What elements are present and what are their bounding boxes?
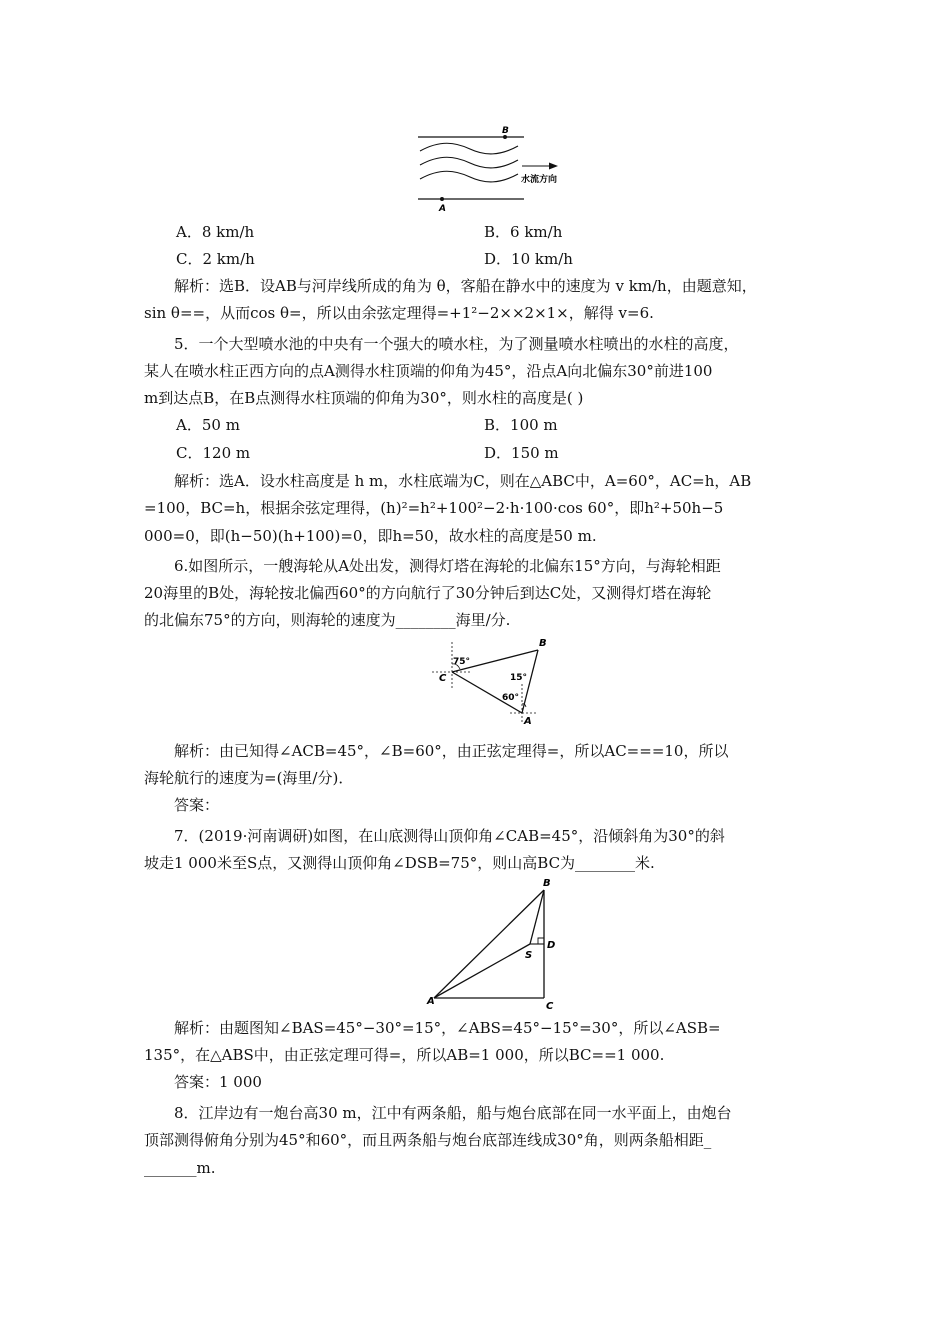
label-c: C: [546, 1001, 554, 1012]
question-stem: m到达点B，在B点测得水柱顶端的仰角为30°，则水柱的高度是( ): [144, 389, 584, 407]
label-b: B: [543, 878, 551, 889]
label-b: B: [502, 126, 509, 136]
angle-60: 60°: [502, 693, 520, 703]
flow-arrow-head: [549, 163, 558, 170]
solution-line: 解析：选A．设水柱高度是 h m，水柱底端为C，则在△ABC中，A=60°，AC=h，AB: [174, 472, 752, 490]
wave-line: [420, 143, 518, 154]
question-stem: 8．江岸边有一炮台高30 m，江中有两条船，船与炮台底部在同一水平面上，由炮台: [174, 1104, 732, 1122]
answer-line: 答案：1 000: [174, 1073, 262, 1091]
flow-label: 水流方向: [521, 175, 558, 185]
option-c: C．2 km/h: [176, 250, 255, 268]
label-b: B: [539, 638, 547, 649]
answer-line: 答案：: [174, 796, 220, 814]
label-a: A: [427, 996, 435, 1007]
right-angle-mark: [538, 938, 544, 944]
question-stem: 某人在喷水柱正西方向的点A测得水柱顶端的仰角为45°，沿点A向北偏东30°前进100: [144, 362, 713, 380]
wave-line: [420, 171, 518, 182]
solution-line: sin θ==，从而cos θ=，所以由余弦定理得=+1²−2××2×1×，解得 v=6.: [144, 304, 654, 322]
angle-15: 15°: [510, 673, 528, 683]
option-d: D．10 km/h: [484, 250, 573, 268]
question-stem: 7．(2019·河南调研)如图，在山底测得山顶仰角∠CAB=45°，沿倾斜角为30°的斜: [174, 827, 725, 845]
solution-line: 解析：由题图知∠BAS=45°−30°=15°，∠ABS=45°−15°=30°，所以∠ASB=: [174, 1019, 721, 1037]
river-figure: [410, 120, 560, 215]
segment-sb: [530, 890, 544, 944]
solution-line: 000=0，即(h−50)(h+100)=0，即h=50，故水柱的高度是50 m.: [144, 527, 597, 545]
option-a: A．50 m: [176, 416, 240, 434]
label-a: A: [524, 716, 532, 727]
label-c: C: [439, 673, 447, 684]
solution-line: 解析：由已知得∠ACB=45°，∠B=60°，由正弦定理得=，所以AC===10，所以: [174, 742, 729, 760]
option-b: B．100 m: [484, 416, 558, 434]
angle-75: 75°: [453, 657, 471, 667]
option-c: C．120 m: [176, 444, 251, 462]
question-stem: 6.如图所示，一艘海轮从A处出发，测得灯塔在海轮的北偏东15°方向，与海轮相距: [174, 557, 721, 575]
option-b: B．6 km/h: [484, 223, 563, 241]
mountain-figure: [424, 876, 564, 1012]
label-s: S: [525, 950, 533, 961]
question-stem: 的北偏东75°的方向，则海轮的速度为________海里/分.: [144, 611, 511, 629]
question-stem: 顶部测得俯角分别为45°和60°，而且两条船与炮台底部连线成30°角，则两条船相距_: [144, 1131, 712, 1149]
solution-line: 解析：选B．设AB与河岸线所成的角为 θ，客船在静水中的速度为 v km/h，由题意知，: [174, 277, 757, 295]
question-stem: 20海里的B处，海轮按北偏西60°的方向航行了30分钟后到达C处，又测得灯塔在海轮: [144, 584, 712, 602]
label-a: A: [439, 204, 446, 214]
solution-line: =100，BC=h，根据余弦定理得，(h)²=h²+100²−2·h·100·cos 60°，即h²+50h−5: [144, 499, 724, 517]
side-ab: [434, 890, 544, 998]
point-a: [440, 197, 444, 201]
question-stem: 5．一个大型喷水池的中央有一个强大的喷水柱，为了测量喷水柱喷出的水柱的高度，: [174, 335, 739, 353]
segment-as: [434, 944, 533, 998]
question-stem: 坡走1 000米至S点，又测得山顶仰角∠DSB=75°，则山高BC为________米.: [144, 854, 655, 872]
solution-line: 海轮航行的速度为=(海里/分)．: [144, 769, 354, 787]
wave-line: [420, 157, 518, 168]
question-stem: _______m.: [144, 1159, 216, 1177]
solution-line: 135°，在△ABS中，由正弦定理可得=，所以AB=1 000，所以BC==1 000.: [144, 1046, 665, 1064]
label-d: D: [547, 940, 556, 951]
ship-triangle-figure: [430, 636, 550, 728]
option-d: D．150 m: [484, 444, 559, 462]
option-a: A．8 km/h: [176, 223, 255, 241]
